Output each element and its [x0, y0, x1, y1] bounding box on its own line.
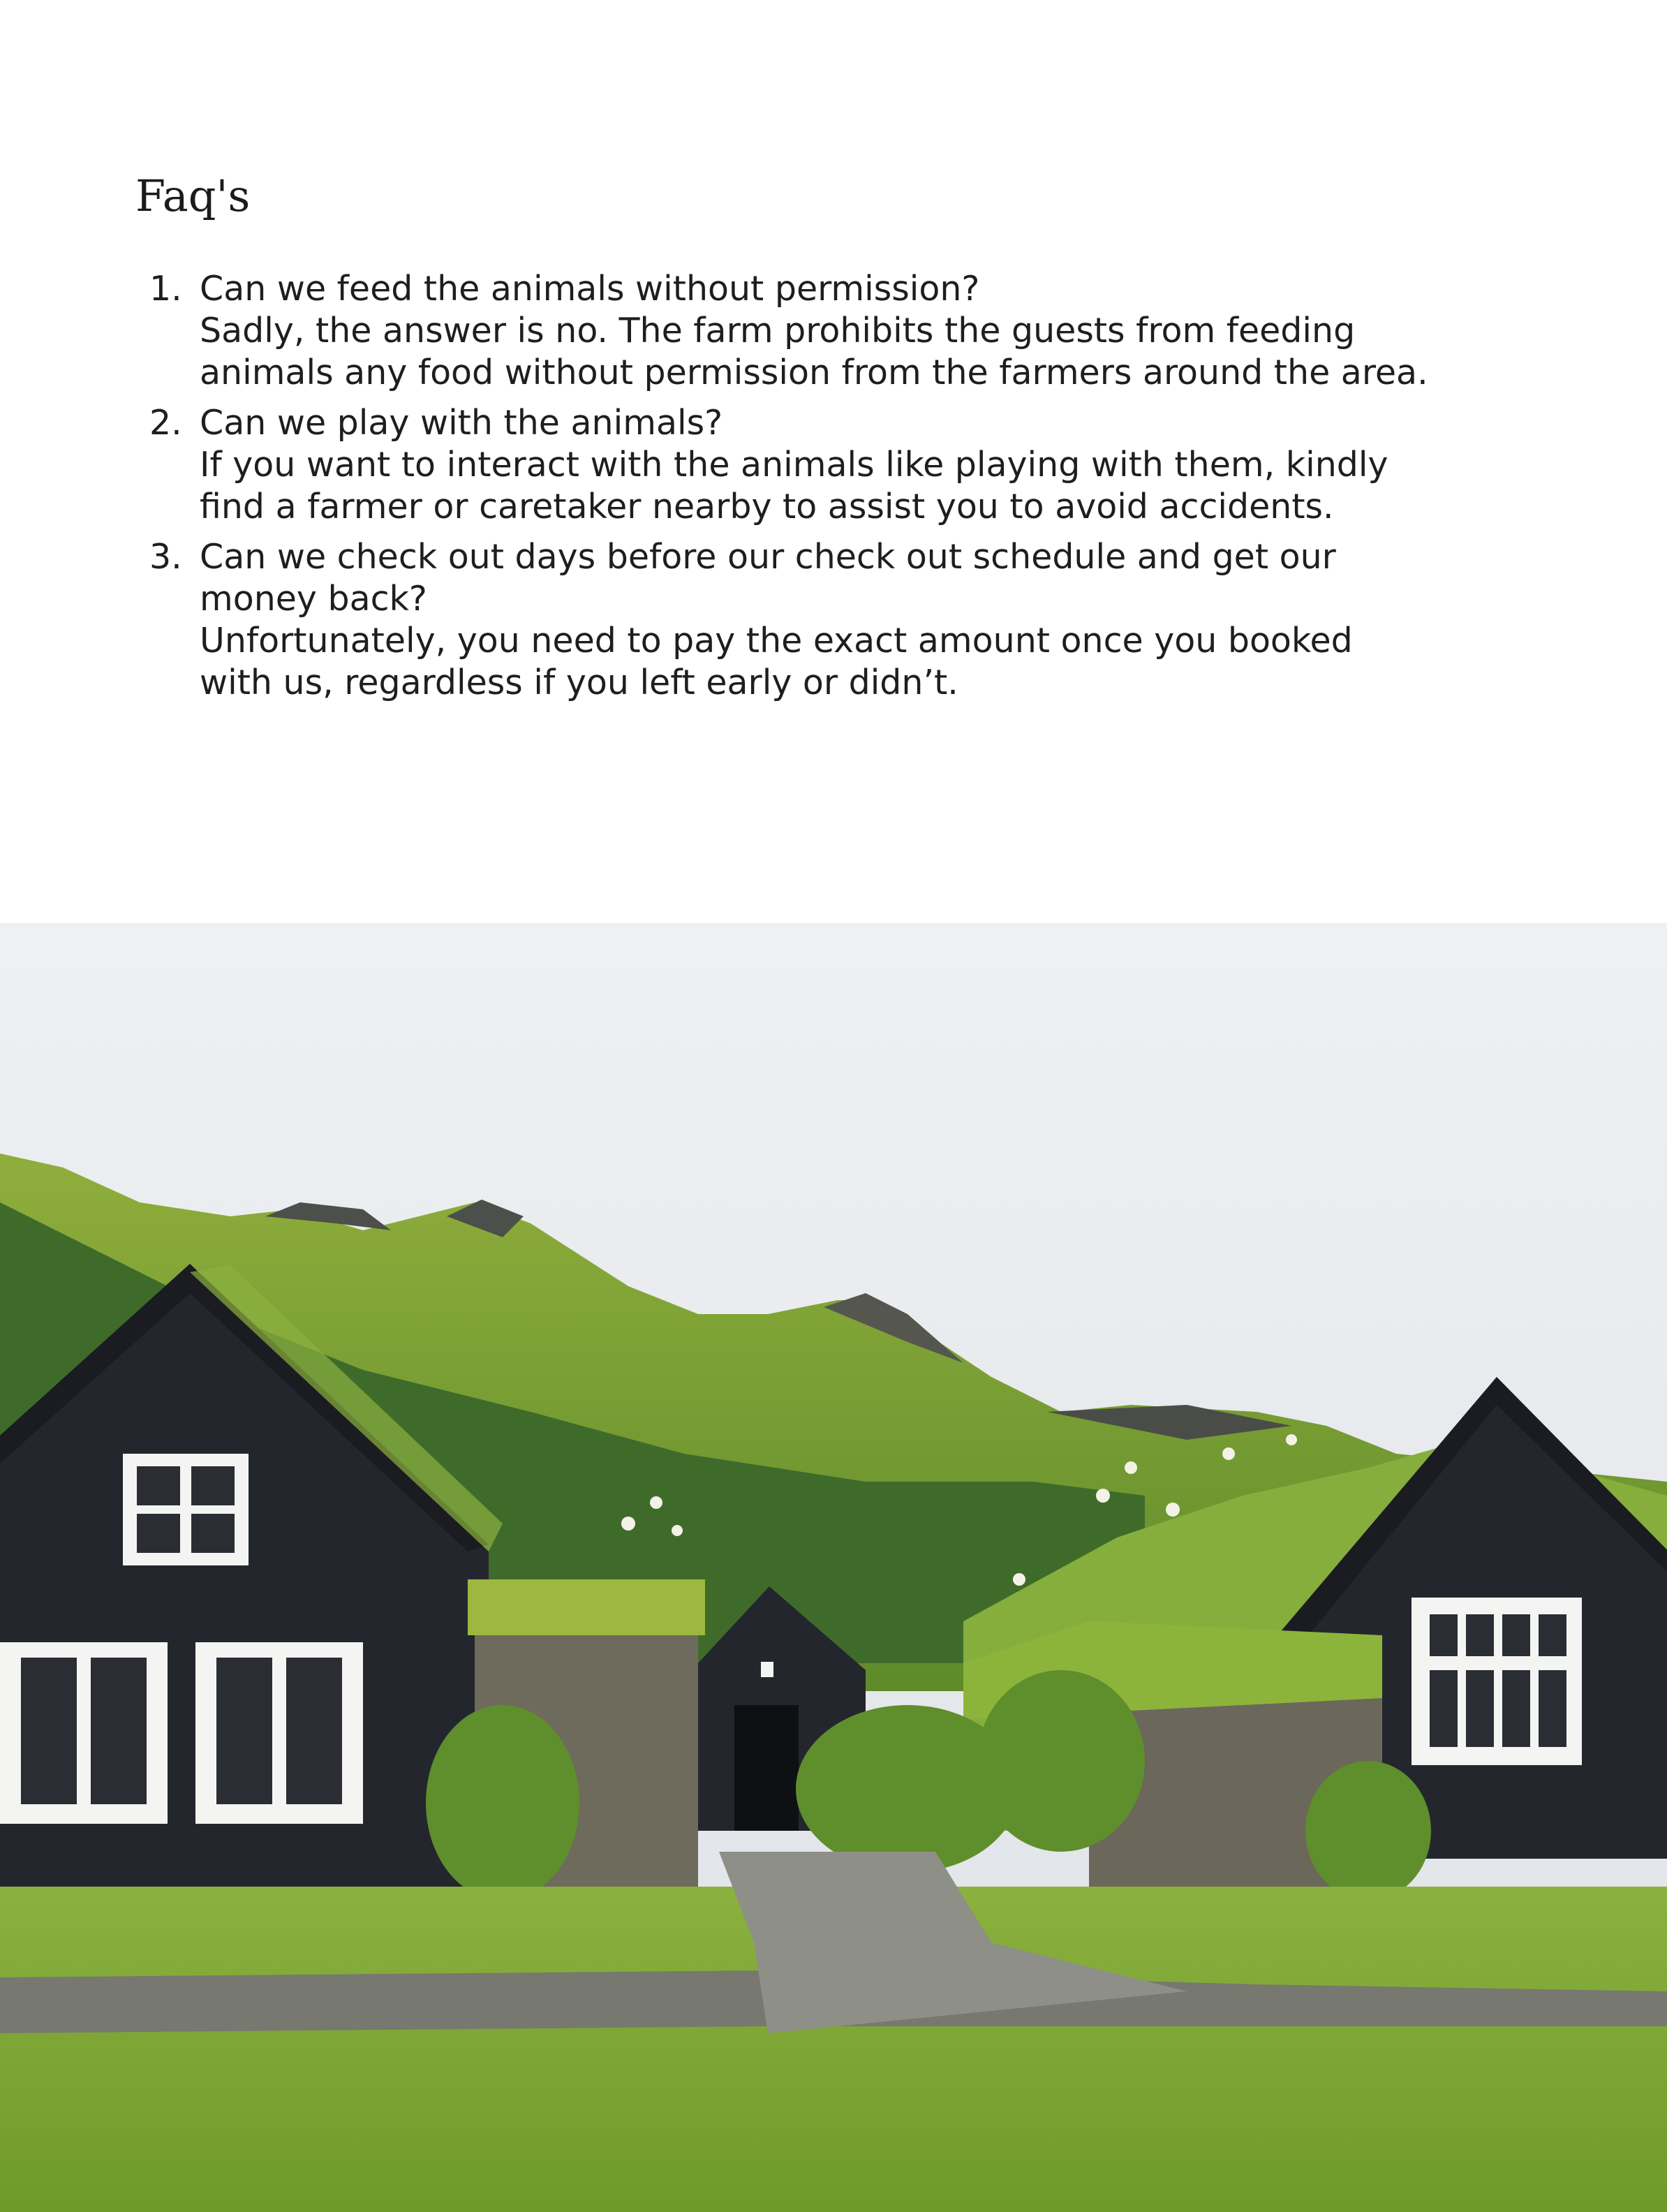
faq-list	[149, 268, 1434, 712]
faq-number: 3.	[149, 537, 182, 577]
farmhouse-illustration	[0, 923, 1667, 2212]
faq-item-3	[149, 536, 1434, 704]
faq-question: Can we check out days before our check out schedule and get our money back?	[200, 537, 1336, 619]
faq-item-2	[149, 402, 1434, 528]
faq-item-1	[149, 268, 1434, 394]
farmhouse-photo	[0, 923, 1667, 2212]
faq-question: Can we play with the animals?	[200, 403, 723, 443]
faq-number: 1.	[149, 269, 182, 309]
faq-answer: If you want to interact with the animals like playing with them, kindly find a farmer or caretaker nearby to assist you to avoid accidents.	[200, 445, 1388, 526]
faq-number: 2.	[149, 403, 182, 443]
faq-question: Can we feed the animals without permission?	[200, 269, 980, 309]
faq-answer: Unfortunately, you need to pay the exact amount once you booked with us, regardless if you left early or didn’t.	[200, 621, 1353, 702]
faq-section	[0, 0, 1667, 923]
faq-title: Faq's	[135, 170, 251, 221]
faq-answer: Sadly, the answer is no. The farm prohibits the guests from feeding animals any food without permission from the farmers around the area.	[200, 311, 1428, 392]
